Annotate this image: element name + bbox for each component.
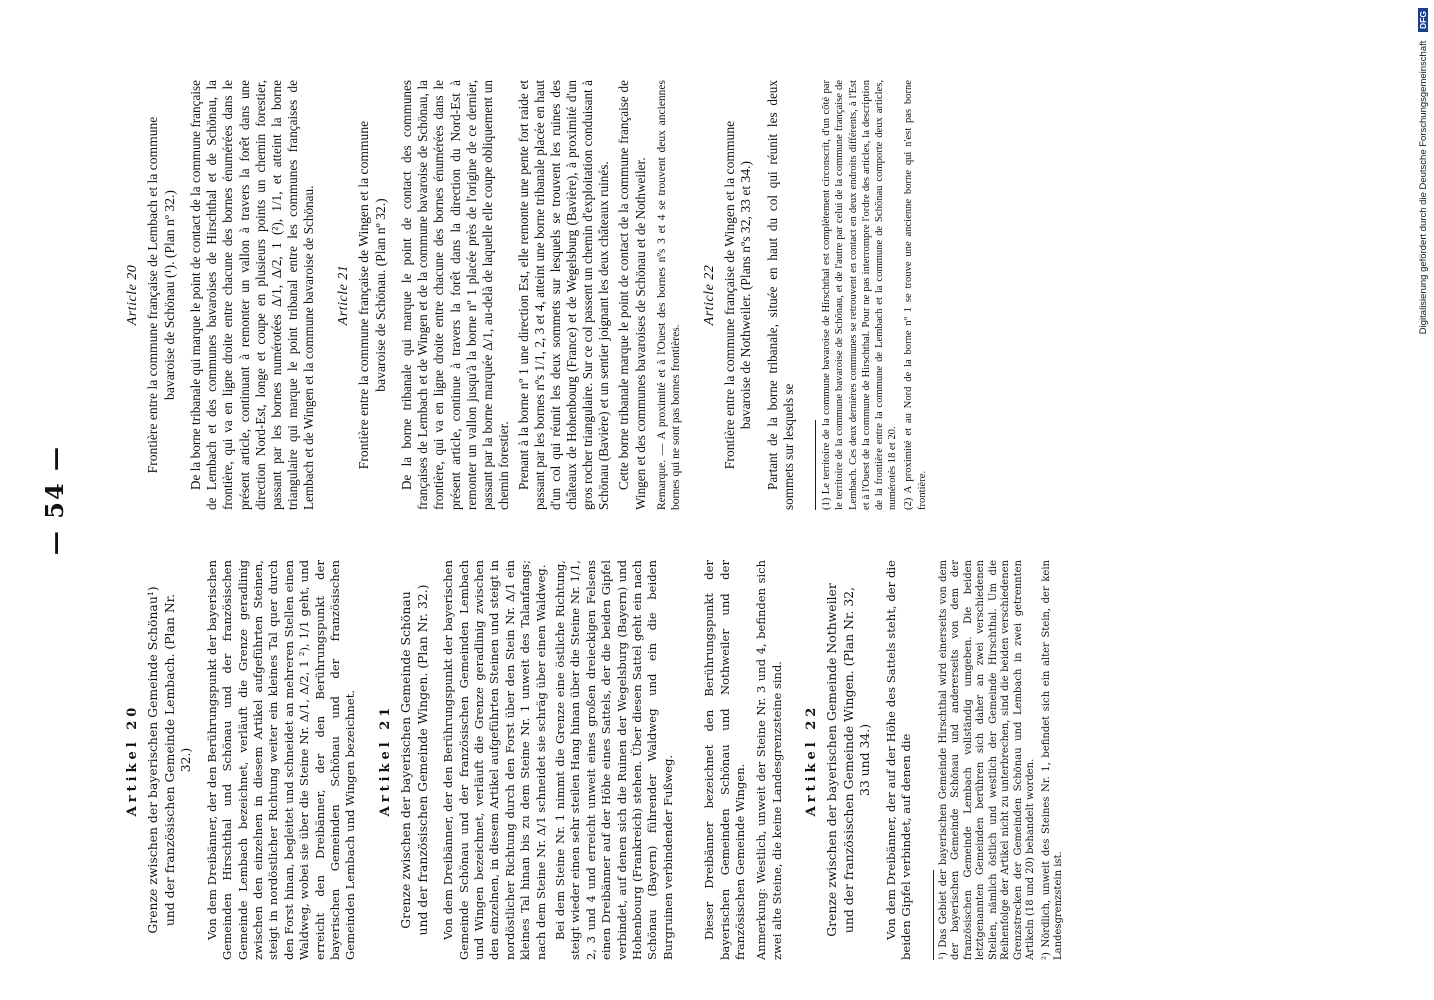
article-title: Frontière entre la commune française de Wingen et la commune bavaroise de Nothweiler. (Plans nºs 32, 33 et 34.) [721, 120, 754, 470]
footnote-divider [815, 420, 816, 510]
french-article-21 [335, 80, 683, 510]
french-article-20 [124, 80, 317, 510]
article-heading: Article 21 [335, 264, 351, 326]
article-title: Grenze zwischen der bayerischen Gemeinde Nothweiler und der französischen Gemeinde Wingen. (Plan Nr. 32, 33 und 34.) [824, 583, 873, 937]
footnote: ¹) Das Gebiet der bayerischen Gemeinde Hirschthal wird einerseits von dem der bayerischen Gemeinde Schönau und andererseits von dem der französischen Gemeinde Lembach vollständig umgeben. Die beiden letztgenannten Gemeinden berühren sich daher an zwei verschiedenen Stellen, nämlich östlich und westlich der Gemeinde Hirschthal. Um die Reihenfolge der Artikel nicht zu unterbrechen, sind die beiden verschiedenen Grenzstrecken der Gemeinden Schönau und Lembach in zwei getrennten Artikeln (18 und 20) behandelt worden. [937, 560, 1037, 960]
french-article-22 [701, 80, 797, 510]
article-paragraph: Von dem Dreibänner, der den Berührungspunkt der bayerischen Gemeinde Schönau und der französischen Gemeinden Lembach und Wingen bezeichnet, verläuft die Grenze geradlinig zwischen den einzelnen, in diesem Artikel aufgeführten Steinen und steigt in nordöstlicher Richtung durch den Forst über den Stein Nr. Δ/1 ein kleines Tal hinan bis zu dem Steine Nr. 1 unweit des Talanfangs; nach dem Steine Nr. Δ/1 schneidet sie schräg über einen Waldweg. [441, 560, 548, 960]
german-article-22 [803, 560, 915, 960]
article-remark: Anmerkung: Westlich, unweit der Steine Nr. 3 und 4, befinden sich zwei alte Steine, die keine Landesgrenzsteine sind. [754, 560, 784, 960]
article-heading: Artikel 21 [377, 703, 393, 817]
article-heading: Artikel 20 [125, 703, 140, 817]
article-title: Grenze zwischen der bayerischen Gemeinde Schönau und der französischen Gemeinde Wingen. (Plan Nr. 32.) [398, 584, 430, 936]
article-paragraph: Bei dem Steine Nr. 1 nimmt die Grenze eine östliche Richtung, steigt wieder einen sehr steilen Hang hinan über die Steine Nr. 1/1, 2, 3 und 4 und erreicht unweit eines großen dreieckigen Felsens einen Dreibänner auf der Höhe eines Sattels, der die beiden Gipfel verbindet, auf denen sich die Ruinen der Wegelsburg (Bayern) und Hohenbourg (Frankreich) stehen. Über diesen Sattel geht ein nach Schönau (Bayern) führender Waldweg und ein die beiden Burgruinen verbindender Fußweg. [552, 560, 675, 960]
article-heading: Article 22 [701, 264, 717, 326]
article-paragraph: Von dem Dreibänner, der auf der Höhe des Sattels steht, der die beiden Gipfel verbindet, auf denen die [883, 560, 914, 960]
french-column [120, 80, 1300, 510]
page-header: — 54 — [40, 444, 69, 556]
footnote-divider [933, 870, 934, 960]
digitization-credit [1418, 8, 1432, 998]
article-paragraph: Cette borne tribanale marque le point de contact de la commune française de Wingen et des communes bavaroises de Schönau et de Nothweiler. [616, 80, 648, 510]
article-paragraph: De la borne tribanale qui marque le point de contact des communes françaises de Lembach et de Wingen et de la commune bavaroise de Schönau, la frontière, qui va en ligne droite entre chacune des bornes énumérées dans le présent article, continue à travers la forêt dans la direction du Nord-Est à remonter un vallon jusqu'à la borne nº 1 placée près de l'origine de ce dernier, passant par la borne marquée Δ/1, au-delà de laquelle elle coupe obliquement un chemin forestier. [399, 80, 511, 510]
article-remark: Remarque. — A proximité et à l'Ouest des bornes nºs 3 et 4 se trouvent deux anciennes bornes qui ne sont pas bornes frontières. [655, 80, 682, 510]
article-heading: Artikel 22 [804, 703, 819, 817]
article-paragraph: Von dem Dreibänner, der den Berührungspunkt der bayerischen Gemeinden Hirschthal und Schönau und der französischen Gemeinde Lembach bezeichnet, verläuft die Grenze geradlinig zwischen den einzelnen in diesem Artikel aufgeführten Steinen, steigt in nordöstlicher Richtung weiter ein kleines Tal quer durch den Forst hinan, begleitet und schneidet an mehreren Stellen einen Waldweg, wobei sie über die Steine Nr. Δ/1, Δ/2, 1 ²), 1/1 geht, und erreicht den Dreibänner, der den Berührungspunkt der bayerischen Gemeinden Schönau und der französischen Gemeinden Lembach und Wingen bezeichnet. [204, 560, 358, 960]
article-paragraph: De la borne tribanale qui marque le point de contact de la commune française de Lembach et des communes bavaroises de Hirschthal et de Schönau, la frontière, qui va en ligne droite entre chacune des bornes énumérées dans le présent article, continuant à remonter un vallon à travers la forêt dans une direction Nord-Est, longe et coupe en plusieurs points un chemin forestier, passant par les bornes numérotées Δ/1, Δ/2, 1 (²), 1/1, et atteint la borne triangulaire qui marque le point tribanal entre les communes françaises de Lembach et de Wingen et la commune bavaroise de Schönau. [188, 80, 316, 510]
article-paragraph: Prenant à la borne nº 1 une direction Est, elle remonte une pente fort raide et passant par les bornes nºs 1/1, 2, 3 et 4, atteint une borne tribanale placée en haut d'un col qui réunit les deux sommets sur lesquels se trouvent les ruines des châteaux de Hohenbourg (France) et de Wegelsburg (Bavière), à proximité d'un gros rocher triangulaire. Sur ce col passent un chemin d'exploitation conduisant à Schönau (Bavière) et un sentier joignant les deux châteaux ruinés. [515, 80, 612, 510]
article-title: Frontière entre la commune française de Lembach et la commune bavaroise de Schönau (¹). (Plan nº 32.) [145, 116, 177, 474]
footnote: ²) Nördlich, unweit des Steines Nr. 1, befindet sich ein alter Stein, der kein Landesgrenzstein ist. [1040, 560, 1065, 960]
article-heading: Article 20 [125, 264, 140, 326]
article-title: Frontière entre la commune française de Wingen et la commune bavaroise de Schönau. (Plan nº 32.) [356, 120, 388, 470]
footnote: (2) A proximité et au Nord de la borne nº 1 se trouve une ancienne borne qui n'est pas borne frontière. [903, 80, 928, 510]
german-article-20 [124, 560, 359, 960]
footnote: (1) Le territoire de la commune bavaroise de Hirschthal est complètement circonscrit, d'un côté par le territoire de la commune bavaroise de Schönau, et de l'autre par celui de la commune française de Lembach. Ces deux dernières communes se retrouvent en contact en deux endroits différents, à l'Est et à l'Ouest de la commune de Hirschthal. Pour ne pas interrompre l'ordre des articles, la description de la frontière entre la commune de Lembach et la commune de Schönau comporte deux articles, numérotés 18 et 20. [821, 80, 899, 510]
german-column [120, 560, 1300, 960]
article-title: Grenze zwischen der bayerischen Gemeinde Schönau¹) und der französischen Gemeinde Lembach. (Plan Nr. 32.) [145, 586, 194, 934]
article-paragraph: Dieser Dreibänner bezeichnet den Berührungspunkt der bayerischen Gemeinden Schönau und Nothweiler und der französischen Gemeinde Wingen. [702, 560, 748, 960]
dfg-logo: DFG [1418, 8, 1428, 32]
article-paragraph: Partant de la borne tribanale, située en haut du col qui réunit les deux sommets sur lesquels se [764, 80, 796, 510]
credit-text: Digitalisierung gefördert durch die Deutsche Forschungsgemeinschaft [1418, 40, 1429, 335]
german-article-21 [377, 560, 785, 960]
